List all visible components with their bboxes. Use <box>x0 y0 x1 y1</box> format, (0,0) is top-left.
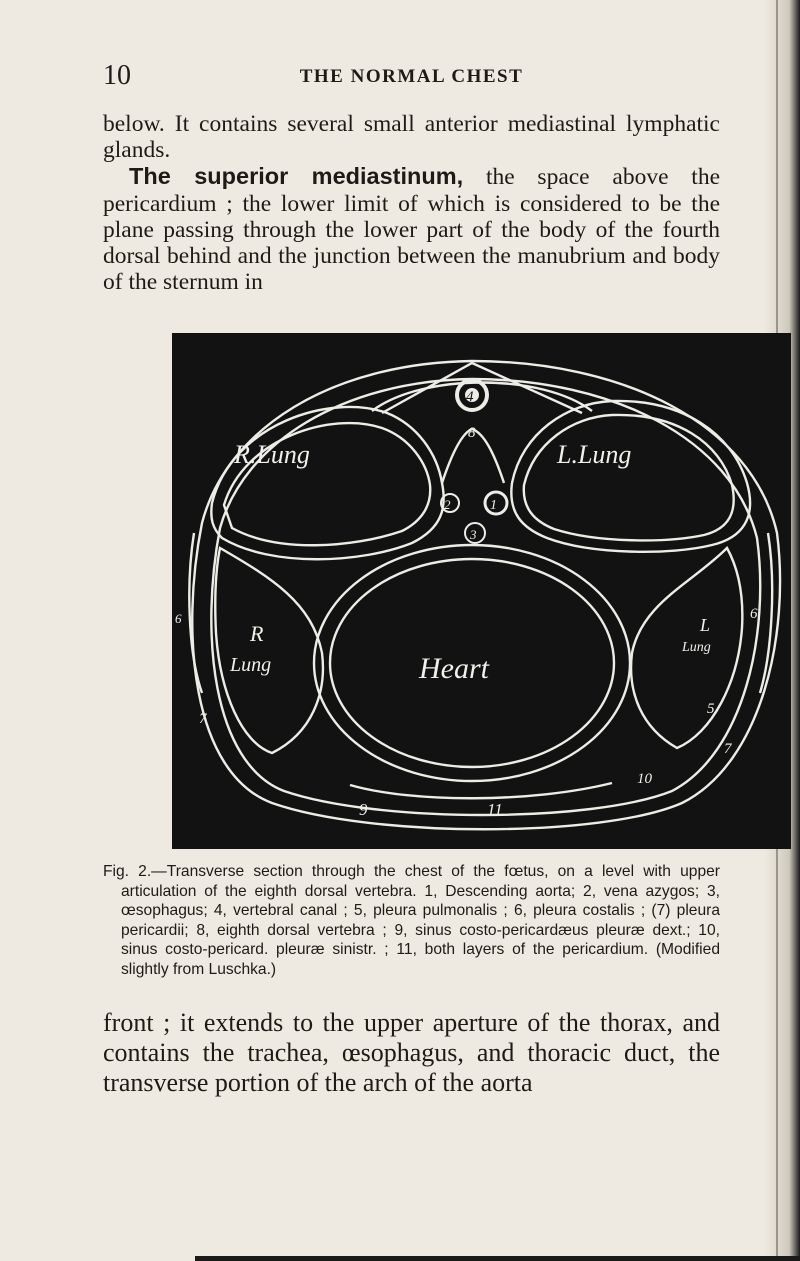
caption-body <box>103 862 720 980</box>
label-7-left: 7 <box>724 741 732 757</box>
label-7-right: 7 <box>199 711 207 727</box>
label-heart: Heart <box>419 652 489 685</box>
paragraph-2 <box>103 163 720 295</box>
label-8: 8 <box>468 425 476 441</box>
page-header <box>103 60 720 90</box>
outro-text <box>103 1008 720 1098</box>
label-6: 6 <box>750 606 758 622</box>
diaphragm-line <box>350 783 612 798</box>
label-left-lung: L.Lung <box>557 440 632 469</box>
caption-legend: 1, Descending aorta; 2, vena azygos; 3, œsophagus; 4, vertebral canal ; 5, pleura pulmonalis ; 6, pleura costalis ; (7) pleura pericardii; 8, eighth dorsal vertebra ; 9, sinus costo-pericardæus pleuræ dext.; 10, sinus costo-pericard. pleuræ sinistr. ; 11, both layers of the pericardium. (Modified slightly from Luschka.) <box>121 882 720 978</box>
figure-transverse-section <box>172 333 791 849</box>
label-r: R <box>250 621 264 646</box>
label-5: 5 <box>707 701 715 717</box>
label-1: 1 <box>490 498 497 513</box>
section-drawing <box>172 333 791 849</box>
label-6-right: 6 <box>175 611 182 626</box>
label-lung-l: Lung <box>682 640 711 655</box>
paragraph-3: front ; it extends to the upper aperture of the thorax, and contains the trachea, œsophagus, and thoracic duct, the transverse portion of the arch of the aorta <box>103 1008 720 1097</box>
label-right-lung: R.Lung <box>234 440 310 469</box>
label-9: 9 <box>359 800 368 819</box>
running-title: THE NORMAL CHEST <box>299 66 524 87</box>
label-10: 10 <box>637 771 652 787</box>
right-lower-lung <box>215 548 323 753</box>
term-superior-mediastinum: The superior mediastinum, <box>129 163 464 190</box>
page-number: 10 <box>103 60 131 91</box>
right-lung-outline <box>211 407 443 559</box>
caption-lead: Fig. 2.—Transverse section through the chest of the fœtus, on a level with upper articulation of the eighth dorsal vertebra. <box>103 863 720 900</box>
label-11: 11 <box>487 800 503 819</box>
label-2: 2 <box>444 497 451 512</box>
paragraph-1: below. It contains several small anterior mediastinal lymphatic glands. <box>103 111 720 164</box>
label-l: L <box>700 615 711 635</box>
paragraph-2-rest: the space above the pericardium ; the lower limit of which is considered to be the plane passing through the lower part of the body of the fourth dorsal behind and the junction between the manubrium and body of the sternum in <box>103 164 720 296</box>
left-lung-outline <box>511 401 750 552</box>
intro-text <box>103 111 720 295</box>
label-lung-r: Lung <box>230 654 272 676</box>
body-outline <box>192 361 780 829</box>
left-lung-pleura <box>524 415 734 540</box>
figure-caption <box>103 862 720 980</box>
label-4: 4 <box>466 389 474 405</box>
label-3: 3 <box>470 527 477 542</box>
bottom-edge <box>195 1256 800 1261</box>
